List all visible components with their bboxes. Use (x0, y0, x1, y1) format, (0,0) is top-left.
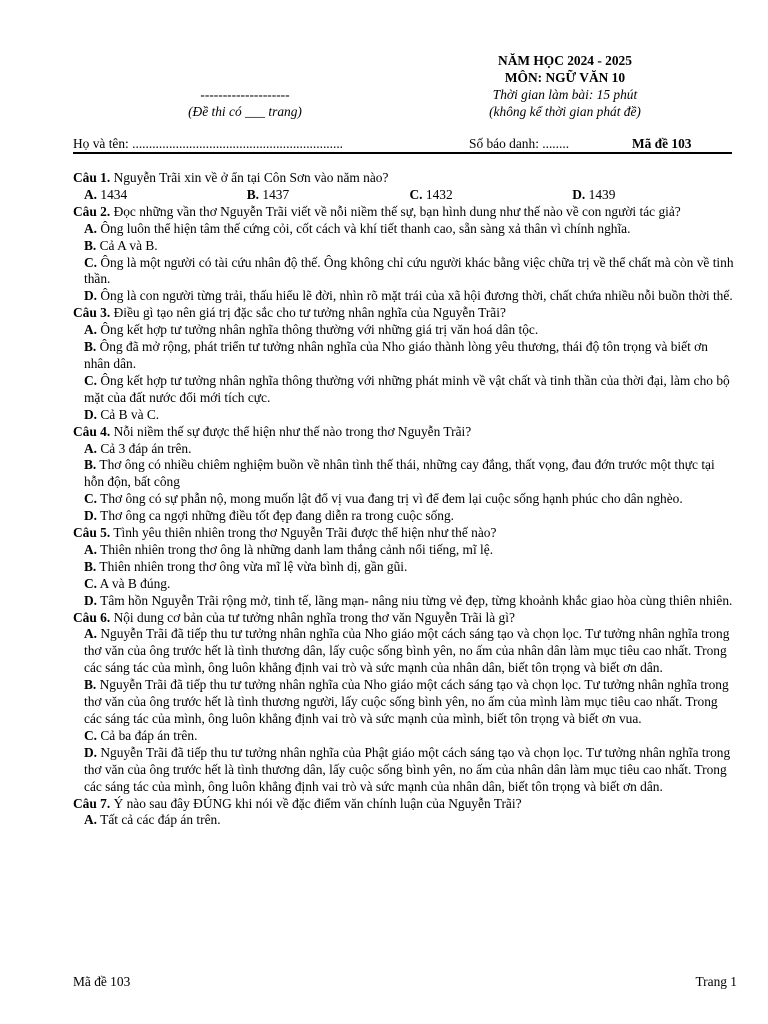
student-info-row (73, 135, 732, 153)
question-number: Câu 1. (73, 170, 111, 185)
option-c[interactable]: C. Ông là một người có tài cứu nhân độ thế. Ông không chỉ cứu người khác bằng việc chữa trị về thể chất mà còn về tinh thần. (84, 254, 734, 287)
option-d[interactable]: D. Thơ ông ca ngợi những điều tốt đẹp đang diễn ra trong cuộc sống. (84, 508, 455, 524)
footer-page-number: Trang 1 (695, 974, 737, 989)
option-a[interactable]: A. Ông luôn thể hiện tâm thế cứng cỏi, cốt cách và khí tiết thanh cao, sẵn sàng xả thân vì chính nghĩa. (84, 220, 631, 236)
header-divider (73, 152, 732, 154)
question-text: Nội dung cơ bản của tư tưởng nhân nghĩa trong thơ văn Nguyễn Trãi là gì? (110, 609, 515, 625)
option-a[interactable]: A. 1434 (84, 186, 128, 202)
option-a[interactable]: A. Tất cả các đáp án trên. (84, 812, 221, 828)
option-d[interactable]: D. 1439 (572, 186, 616, 202)
time-limit: Thời gian làm bài: 15 phút (492, 87, 638, 102)
subject-title: MÔN: NGỮ VĂN 10 (504, 70, 626, 85)
question-number: Câu 7. (73, 795, 111, 811)
footer-exam-code: Mã đề 103 (73, 974, 131, 989)
question-7 (73, 796, 735, 830)
question-1 (73, 170, 735, 204)
question-3 (73, 305, 735, 423)
exam-code: Mã đề 103 (632, 136, 692, 151)
option-d[interactable]: D. Ông là con người từng trải, thấu hiểu lẽ đời, nhìn rõ mặt trái của xã hội đương thời, chất chứa nhiều nỗi buồn thời thế. (84, 288, 733, 304)
option-d[interactable]: D. Nguyễn Trãi đã tiếp thu tư tưởng nhân nghĩa của Phật giáo một cách sáng tạo và chọn lọc. Tư tưởng nhân nghĩa trong thơ văn của ông trước hết là tình thương dân, lấy cuộc sống bình yên, no ấm của nhân dân làm mục tiêu cao nhất. Trong các sáng tác của mình, ông luôn khẳng định vai trò và sức mạnh của nhân dân, biết tôn trọng và biết ơn dân. (84, 744, 731, 794)
question-number: Câu 6. (73, 609, 111, 625)
option-b[interactable]: B. Nguyễn Trãi đã tiếp thu tư tưởng nhân nghĩa của Nho giáo một cách sáng tạo và chọn lọc. Tư tưởng nhân nghĩa trong thơ văn của ông trước hết là tình thương người, lấy cuộc sống bình yên, no ấm của mình làm mục tiêu cao nhất. Trong các sáng tác của mình, ông luôn khẳng định vai trò và sức mạnh của mình, biết tôn trọng và biết ơn vua. (84, 677, 729, 726)
option-b[interactable]: B. Thiên nhiên trong thơ ông vừa mĩ lệ vừa bình dị, gần gũi. (84, 558, 408, 574)
question-5 (73, 525, 735, 610)
question-number: Câu 4. (73, 423, 111, 439)
option-d[interactable]: D. Tâm hồn Nguyễn Trãi rộng mở, tinh tế, lãng mạn- nâng niu từng vẻ đẹp, từng khoảnh khắc giao hòa cùng thiên nhiên. (84, 592, 733, 608)
question-number: Câu 5. (73, 525, 111, 541)
question-list (73, 170, 735, 829)
option-c[interactable]: C. Thơ ông có sự phẫn nộ, mong muốn lật đổ vị vua đang trị vì để đem lại cuộc sống hạnh phúc cho dân nghèo. (84, 491, 683, 507)
header-dashes: -------------------- (200, 87, 290, 102)
option-b[interactable]: B. 1437 (246, 186, 290, 202)
question-2 (73, 204, 735, 305)
option-a[interactable]: A. Cả 3 đáp án trên. (84, 440, 192, 456)
time-note: (không kể thời gian phát đề) (489, 104, 641, 119)
option-d[interactable]: D. Cả B và C. (84, 406, 160, 422)
question-text: Nỗi niềm thế sự được thể hiện như thế nào trong thơ Nguyễn Trãi? (110, 423, 472, 439)
question-text: Điều gì tạo nên giá trị đặc sắc cho tư tưởng nhân nghĩa của Nguyễn Trãi? (110, 305, 506, 321)
question-number: Câu 3. (73, 305, 111, 321)
student-id-field[interactable]: Số báo danh: ........ (469, 136, 570, 151)
question-text: Đọc những vần thơ Nguyễn Trãi viết về nỗi niềm thế sự, bạn hình dung như thế nào về con người tác giả? (110, 203, 681, 219)
option-b[interactable]: B. Thơ ông có nhiều chiêm nghiệm buồn về nhân tình thế thái, những cay đắng, thất vọng, đau đớn trước một thực tại hỗn độn, bất công (84, 457, 715, 490)
question-text: Ý nào sau đây ĐÚNG khi nói về đặc điểm văn chính luận của Nguyễn Trãi? (110, 795, 522, 811)
option-a[interactable]: A. Nguyễn Trãi đã tiếp thu tư tưởng nhân nghĩa của Nho giáo một cách sáng tạo và chọn lọc. Tư tưởng nhân nghĩa trong thơ văn của ông trước hết là tình thương dân, lấy cuộc sống bình yên, no ấm của nhân dân làm mục tiêu cao nhất. Trong các sáng tác của mình, ông luôn khẳng định vai trò và sức mạnh của nhân dân, biết tôn trọng và biết ơn dân. (84, 626, 730, 676)
option-a[interactable]: A. Ông kết hợp tư tưởng nhân nghĩa thông thường với những giá trị văn hoá dân tộc. (84, 322, 539, 338)
question-6 (73, 610, 735, 796)
option-b[interactable]: B. Cả A và B. (84, 237, 158, 253)
option-c[interactable]: C. A và B đúng. (84, 575, 171, 591)
option-b[interactable]: B. Ông đã mở rộng, phát triển tư tưởng nhân nghĩa của Nho giáo thành lòng yêu thương, thái độ tôn trọng và biết ơn nhân dân. (84, 339, 708, 371)
option-c[interactable]: C. Ông kết hợp tư tưởng nhân nghĩa thông thường với những phát minh về vật chất và tinh thần của thời đại, làm cho bộ mặt của đất nước đổi mới tích cực. (84, 372, 730, 405)
question-4 (73, 424, 735, 525)
question-number: Câu 2. (73, 203, 111, 219)
question-text: Tình yêu thiên nhiên trong thơ Nguyễn Trãi được thể hiện như thế nào? (110, 525, 497, 541)
school-year: NĂM HỌC 2024 - 2025 (498, 53, 632, 68)
option-c[interactable]: C. Cả ba đáp án trên. (84, 727, 198, 743)
pages-note: (Đề thi có ___ trang) (188, 104, 302, 119)
question-text: Nguyễn Trãi xin về ở ẩn tại Côn Sơn vào năm nào? (110, 170, 389, 185)
option-c[interactable]: C. 1432 (409, 186, 453, 202)
student-name-field[interactable]: Họ và tên: ............................................................... (73, 136, 344, 151)
option-a[interactable]: A. Thiên nhiên trong thơ ông là những danh lam thắng cảnh nổi tiếng, mĩ lệ. (84, 541, 494, 557)
